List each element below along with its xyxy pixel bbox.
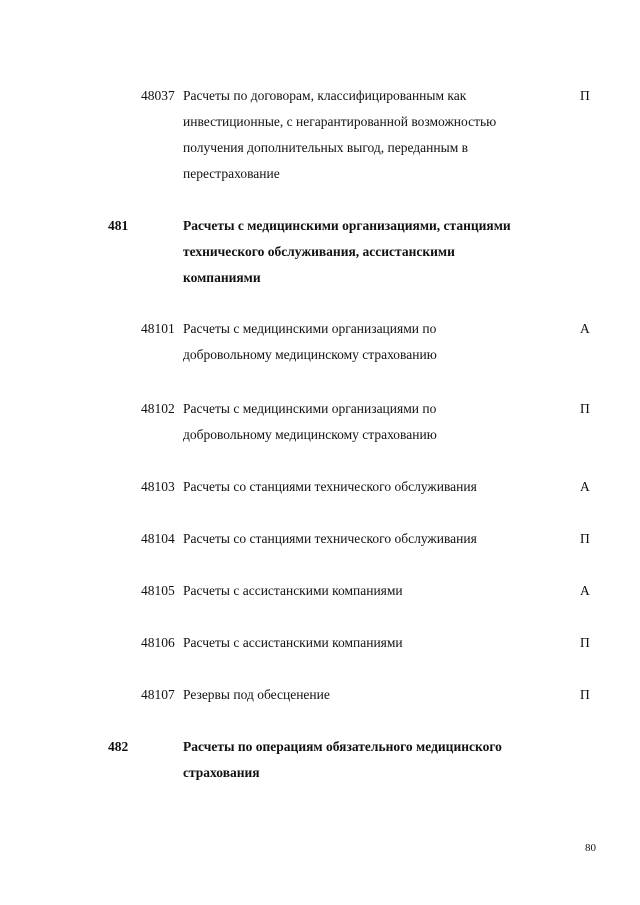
account-code: 48101 xyxy=(141,321,175,336)
account-description: Расчеты со станциями технического обслуживания xyxy=(183,531,477,546)
account-type: А xyxy=(580,583,590,598)
account-description: Расчеты с медицинскими организациями по добровольному медицинскому страхованию xyxy=(183,321,437,362)
account-type: П xyxy=(580,531,590,546)
account-code: 48104 xyxy=(141,531,175,546)
account-code: 48107 xyxy=(141,687,175,702)
account-type: П xyxy=(580,687,590,702)
group-title: Расчеты по операциям обязательного медицинского страхования xyxy=(183,739,502,780)
account-type: А xyxy=(580,321,590,336)
account-type: П xyxy=(580,88,590,103)
account-description: Расчеты с ассистанскими компаниями xyxy=(183,583,403,598)
account-description: Расчеты по договорам, классифицированным как инвестиционные, с негарантированной возможностью получения дополнительных выгод, переданным в перестрахование xyxy=(183,88,497,181)
account-description: Расчеты со станциями технического обслуживания xyxy=(183,479,477,494)
group-title: Расчеты с медицинскими организациями, станциями технического обслуживания, ассистанскими компаниями xyxy=(183,218,511,285)
account-description: Резервы под обесценение xyxy=(183,687,330,702)
account-type: А xyxy=(580,479,590,494)
account-code: 48103 xyxy=(141,479,175,494)
group-code: 481 xyxy=(108,218,129,233)
account-description: Расчеты с медицинскими организациями по добровольному медицинскому страхованию xyxy=(183,401,437,442)
page-number: 80 xyxy=(585,842,596,854)
account-type: П xyxy=(580,635,590,650)
account-code: 48106 xyxy=(141,635,175,650)
account-code: 48102 xyxy=(141,401,175,416)
account-type: П xyxy=(580,401,590,416)
account-code: 48105 xyxy=(141,583,175,598)
group-code: 482 xyxy=(108,739,129,754)
account-code: 48037 xyxy=(141,88,175,103)
account-description: Расчеты с ассистанскими компаниями xyxy=(183,635,403,650)
